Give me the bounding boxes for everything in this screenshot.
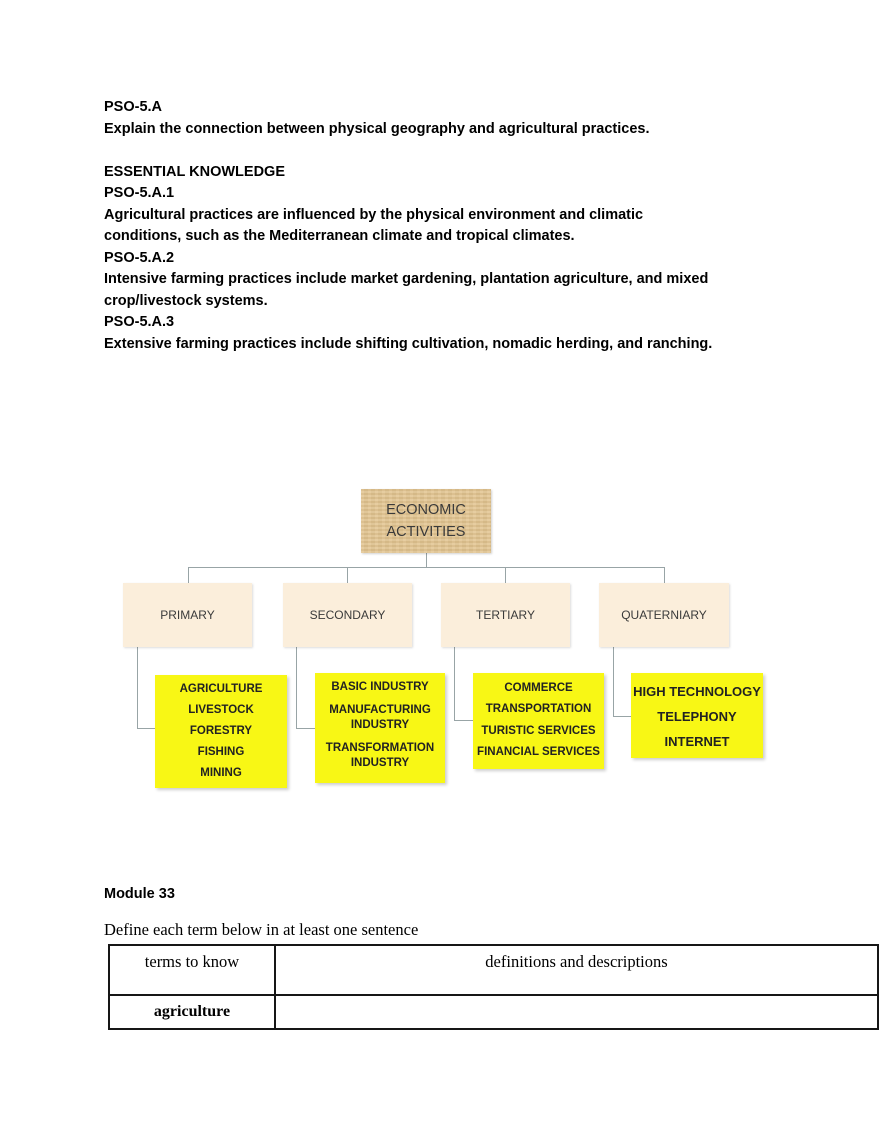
standard-id: PSO-5.A.2 <box>104 249 175 266</box>
connector-elbow-secondary-horizontal <box>296 728 315 729</box>
leaf-item: FINANCIAL SERVICES <box>477 745 600 758</box>
connector-elbow-primary-vertical <box>137 647 138 729</box>
connector-drop-secondary <box>347 567 348 583</box>
leaf-item: TRANSFORMATION INDUSTRY <box>325 741 435 769</box>
instruction-text: Define each term below in at least one sentence <box>104 920 419 939</box>
level-box-primary <box>123 583 252 647</box>
level-box-label: PRIMARY <box>160 608 215 622</box>
connector-drop-primary <box>188 567 189 583</box>
connector-horizontal-bar <box>188 567 665 568</box>
standard-id: PSO-5.A.3 <box>104 314 175 330</box>
standard-description: conditions, such as the Mediterranean climate and tropical climates. <box>104 228 575 244</box>
table-header-terms: terms to know <box>110 946 276 994</box>
connector-elbow-tertiary-horizontal <box>454 720 473 721</box>
standard-description: crop/livestock systems. <box>104 292 268 309</box>
level-box-tertiary <box>441 583 570 647</box>
leaf-box-quaterniary-activities <box>631 673 763 758</box>
leaf-box-primary-activities <box>155 675 287 788</box>
standard-description: Explain the connection between physical geography and agricultural practices. <box>104 120 650 137</box>
root-box-economic-activities <box>361 489 491 553</box>
terms-table <box>108 944 879 1030</box>
connector-drop-tertiary <box>505 567 506 583</box>
connector-elbow-primary-horizontal <box>137 728 155 729</box>
module-title: Module 33 <box>104 886 175 902</box>
standard-id: PSO-5.A <box>104 99 163 115</box>
leaf-box-secondary-activities <box>315 673 445 783</box>
level-box-label: QUATERNIARY <box>621 608 707 622</box>
level-box-label: SECONDARY <box>309 608 386 622</box>
connector-elbow-quaterniary-horizontal <box>613 716 631 717</box>
connector-elbow-quaterniary-vertical <box>613 647 614 717</box>
level-box-secondary <box>283 583 412 647</box>
table-header-definitions: definitions and descriptions <box>485 952 668 971</box>
leaf-item: TURISTIC SERVICES <box>481 724 596 737</box>
table-row <box>110 996 877 1028</box>
leaf-item: HIGH TECHNOLOGY <box>633 684 761 699</box>
leaf-item: INTERNET <box>664 734 730 749</box>
table-header-row <box>110 946 877 996</box>
connector-elbow-tertiary-vertical <box>454 647 455 721</box>
essential-knowledge-heading: ESSENTIAL KNOWLEDGE <box>104 163 285 180</box>
leaf-item: TELEPHONY <box>657 709 737 724</box>
leaf-item: FORESTRY <box>189 725 253 737</box>
leaf-item: LIVESTOCK <box>188 704 254 716</box>
connector-elbow-secondary-vertical <box>296 647 297 729</box>
leaf-box-tertiary-activities <box>473 673 604 769</box>
leaf-item: FISHING <box>197 746 245 758</box>
leaf-item: COMMERCE <box>504 682 573 694</box>
connector-drop-quaterniary <box>664 567 665 583</box>
level-box-quaterniary <box>599 583 729 647</box>
leaf-item: MINING <box>200 767 242 779</box>
standards-text-block <box>104 97 712 355</box>
table-cell-definition <box>276 996 877 1028</box>
standard-description: Extensive farming practices include shifting cultivation, nomadic herding, and ranching. <box>104 335 713 352</box>
leaf-item: MANUFACTURING INDUSTRY <box>329 703 431 731</box>
root-box-label-line1: ECONOMIC <box>386 502 466 518</box>
standard-description: Intensive farming practices include market gardening, plantation agriculture, and mixed <box>104 271 709 287</box>
leaf-item: TRANSPORTATION <box>485 703 592 716</box>
table-cell-term: agriculture <box>110 996 276 1028</box>
connector-root-stem <box>426 553 427 567</box>
root-box-label-line2: ACTIVITIES <box>386 523 466 540</box>
standard-id: PSO-5.A.1 <box>104 185 175 201</box>
leaf-item: BASIC INDUSTRY <box>331 681 429 693</box>
level-box-label: TERTIARY <box>476 608 535 622</box>
leaf-item: AGRICULTURE <box>179 683 263 695</box>
blank-line <box>104 140 712 162</box>
standard-description: Agricultural practices are influenced by the physical environment and climatic <box>104 206 644 223</box>
